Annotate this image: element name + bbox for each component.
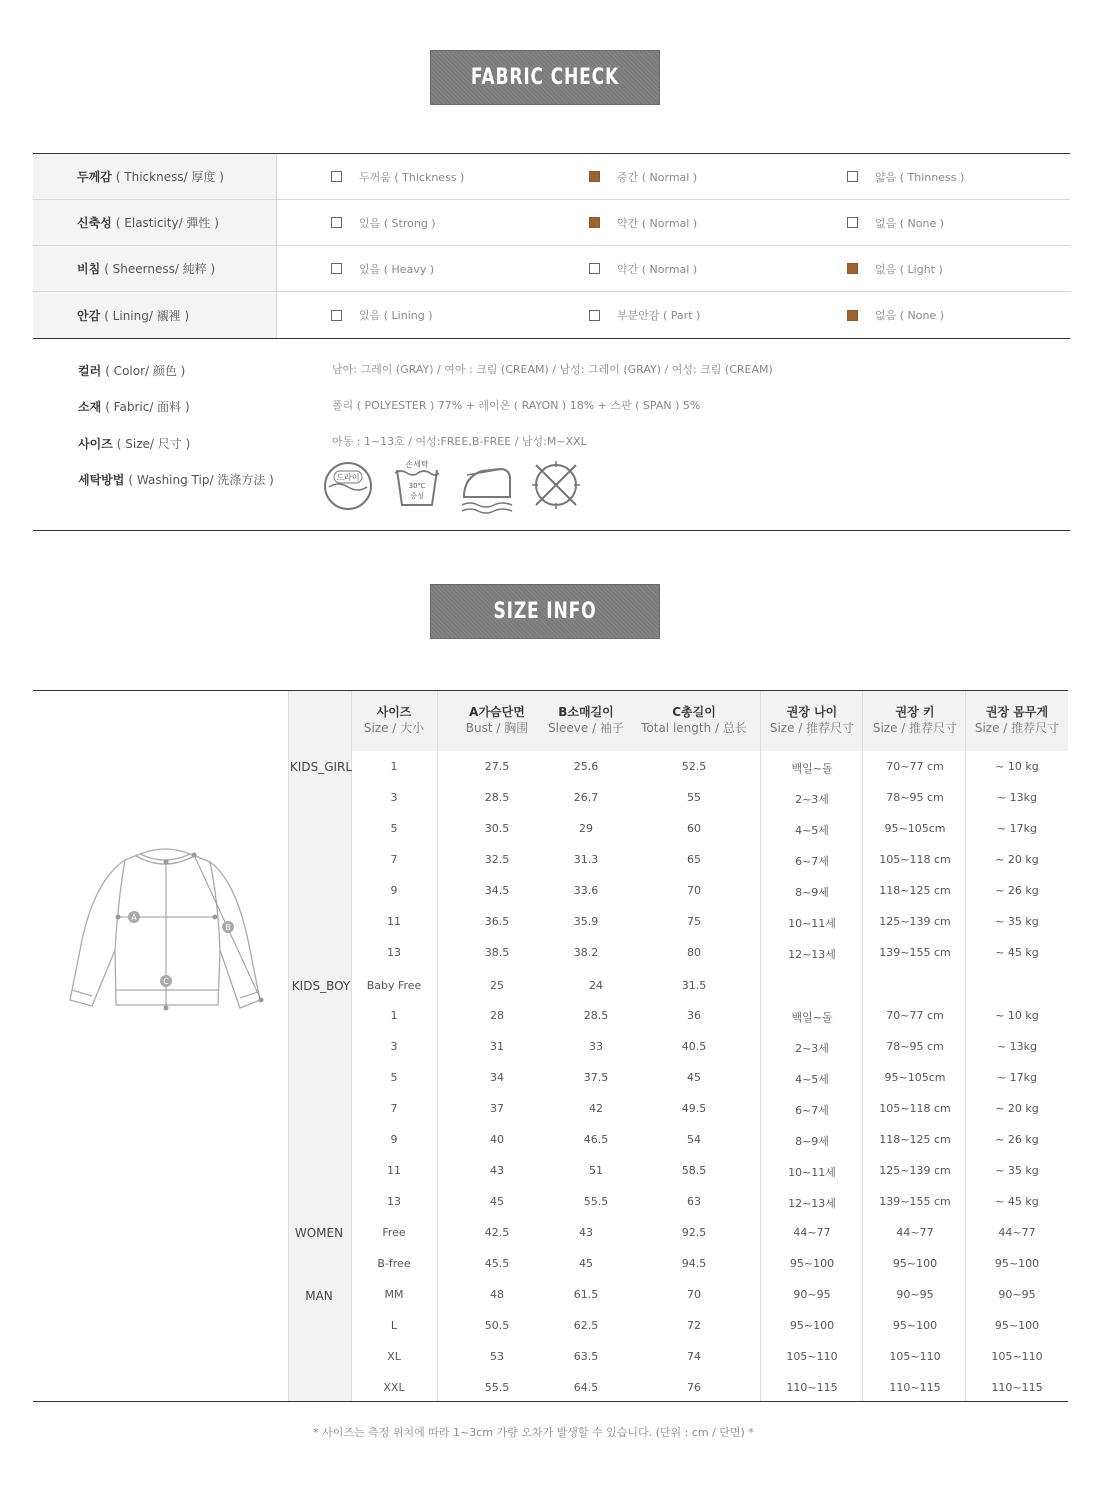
- size-info-title: SIZE INFO: [493, 599, 597, 624]
- fabric-option: 부분안감 ( Part ): [589, 292, 700, 338]
- size-cell: 55.5: [583, 1195, 609, 1208]
- size-category-label: MAN: [305, 1289, 333, 1303]
- size-table-header: C총길이 Total length / 总长: [641, 705, 747, 735]
- size-cell: 105~110: [889, 1350, 941, 1363]
- size-cell: 44~77: [998, 1226, 1036, 1239]
- dimension-b-marker: [222, 921, 234, 933]
- size-cell: ~ 17kg: [996, 822, 1038, 835]
- checkbox: [589, 310, 600, 321]
- size-cell: 6~7세: [795, 855, 829, 868]
- size-cell: 13: [387, 1195, 401, 1208]
- size-cell: 61.5: [573, 1288, 599, 1301]
- size-cell: ~ 13kg: [996, 1040, 1038, 1053]
- fabric-value: 폴리 ( POLYESTER ) 77% + 레이온 ( RAYON ) 18% + 스판 ( SPAN ) 5%: [332, 399, 701, 412]
- size-cell: 25.6: [573, 760, 599, 773]
- size-cell: ~ 10 kg: [995, 1009, 1039, 1022]
- size-table-header: B소매길이 Sleeve / 袖子: [548, 705, 624, 735]
- size-cell: B-free: [377, 1257, 411, 1270]
- size-category-label: KIDS_GIRL: [289, 760, 353, 774]
- fabric-row: [33, 200, 1070, 246]
- size-cell: 33.6: [573, 884, 599, 897]
- size-cell: ~ 10 kg: [995, 760, 1039, 773]
- size-cell: 33: [589, 1040, 603, 1053]
- size-cell: 36.5: [484, 915, 510, 928]
- size-cell: 54: [687, 1133, 701, 1146]
- size-cell: 63: [687, 1195, 701, 1208]
- size-cell: XXL: [383, 1381, 405, 1394]
- fabric-option: 있음 ( Lining ): [331, 292, 433, 338]
- size-cell: 10~11세: [788, 917, 836, 930]
- size-cell: 64.5: [573, 1381, 599, 1394]
- size-cell: MM: [384, 1288, 404, 1301]
- size-cell: 10~11세: [788, 1166, 836, 1179]
- size-cell: 50.5: [484, 1319, 510, 1332]
- fabric-row: [33, 292, 1070, 339]
- size-cell: 4~5세: [795, 1073, 829, 1086]
- fabric-option: 중간 ( Normal ): [589, 154, 697, 199]
- size-cell: 78~95 cm: [886, 791, 944, 804]
- checked-checkbox: [847, 263, 858, 274]
- size-cell: 118~125 cm: [879, 884, 951, 897]
- size-cell: 52.5: [681, 760, 707, 773]
- checkbox: [589, 263, 600, 274]
- temp-text: 30℃: [408, 482, 426, 490]
- size-cell: 70: [687, 884, 701, 897]
- dimension-a-marker: [128, 911, 140, 923]
- size-cell: Baby Free: [366, 979, 422, 992]
- size-cell: 3: [390, 1040, 398, 1053]
- size-cell: 28: [490, 1009, 504, 1022]
- dry-clean-icon: [325, 463, 371, 509]
- size-cell: 13: [387, 946, 401, 959]
- fabric-row: [33, 246, 1070, 292]
- size-cell: 1: [390, 760, 398, 773]
- fabric-option: 있음 ( Strong ): [331, 200, 436, 245]
- size-cell: ~ 35 kg: [995, 1164, 1039, 1177]
- size-cell: 125~139 cm: [879, 915, 951, 928]
- checkbox: [847, 171, 858, 182]
- size-cell: 38.2: [573, 946, 599, 959]
- size-cell: 28.5: [484, 791, 510, 804]
- size-table-bottom-border: [33, 1401, 1068, 1402]
- fabric-table: [33, 153, 1070, 339]
- size-cell: 110~115: [991, 1381, 1043, 1394]
- size-cell: 45: [490, 1195, 504, 1208]
- size-cell: 12~13세: [788, 948, 836, 961]
- size-cell: 31.3: [573, 853, 599, 866]
- size-cell: 9: [390, 884, 398, 897]
- size-cell: 95~105cm: [884, 1071, 946, 1084]
- size-cell: 105~110: [991, 1350, 1043, 1363]
- size-cell: 45: [687, 1071, 701, 1084]
- size-cell: 26.7: [573, 791, 599, 804]
- iron-icon: [462, 469, 512, 513]
- neutral-text: 중성: [410, 492, 424, 500]
- size-cell: 62.5: [573, 1319, 599, 1332]
- fabric-option: 없음 ( None ): [847, 200, 944, 245]
- size-cell: 9: [390, 1133, 398, 1146]
- size-cell: 44~77: [793, 1226, 831, 1239]
- size-cell: 139~155 cm: [879, 946, 951, 959]
- size-cell: 7: [390, 1102, 398, 1115]
- size-cell: 37: [490, 1102, 504, 1115]
- size-cell: 94.5: [681, 1257, 707, 1270]
- size-cell: 125~139 cm: [879, 1164, 951, 1177]
- size-cell: 6~7세: [795, 1104, 829, 1117]
- size-cell: 5: [390, 1071, 398, 1084]
- size-table-header: 권장 나이 Size / 推荐尺寸: [769, 705, 855, 735]
- color-label: 컬러 ( Color/ 颜色 ): [78, 364, 186, 378]
- size-cell: 34.5: [484, 884, 510, 897]
- size-cell: ~ 45 kg: [995, 946, 1039, 959]
- checkbox: [331, 310, 342, 321]
- info-divider: [33, 530, 1070, 531]
- checked-checkbox: [589, 171, 600, 182]
- size-cell: 80: [687, 946, 701, 959]
- size-cell: 70~77 cm: [886, 1009, 944, 1022]
- size-cell: 118~125 cm: [879, 1133, 951, 1146]
- checkbox: [331, 217, 342, 228]
- size-cell: 70~77 cm: [886, 760, 944, 773]
- checkbox: [847, 217, 858, 228]
- size-cell: 11: [387, 915, 401, 928]
- size-cell: 42: [589, 1102, 603, 1115]
- size-cell: 95~100: [994, 1257, 1040, 1270]
- size-category-label: WOMEN: [294, 1226, 344, 1240]
- size-cell: 63.5: [573, 1350, 599, 1363]
- size-cell: 110~115: [889, 1381, 941, 1394]
- size-cell: 48: [490, 1288, 504, 1301]
- size-cell: 37.5: [583, 1071, 609, 1084]
- size-cell: 43: [579, 1226, 593, 1239]
- size-cell: ~ 26 kg: [995, 884, 1039, 897]
- size-cell: 7: [390, 853, 398, 866]
- size-cell: 백일~돌: [791, 1011, 833, 1024]
- size-cell: 58.5: [681, 1164, 707, 1177]
- size-label: 사이즈 ( Size/ 尺寸 ): [78, 437, 191, 451]
- size-cell: 34: [490, 1071, 504, 1084]
- size-cell: 90~95: [896, 1288, 934, 1301]
- checked-checkbox: [847, 310, 858, 321]
- size-cell: 45: [579, 1257, 593, 1270]
- size-cell: 92.5: [681, 1226, 707, 1239]
- size-cell: 백일~돌: [791, 762, 833, 775]
- size-cell: 95~100: [994, 1319, 1040, 1332]
- size-cell: XL: [387, 1350, 401, 1363]
- size-cell: 105~118 cm: [879, 853, 951, 866]
- size-cell: 4~5세: [795, 824, 829, 837]
- size-cell: 5: [390, 822, 398, 835]
- size-note: * 사이즈는 측정 위치에 따라 1~3cm 가량 오차가 발생할 수 있습니다. (단위 : cm / 단면) *: [313, 1426, 754, 1439]
- fabric-option: 있음 ( Heavy ): [331, 246, 434, 291]
- size-cell: Free: [382, 1226, 406, 1239]
- size-cell: 30.5: [484, 822, 510, 835]
- size-cell: 8~9세: [795, 1135, 829, 1148]
- no-tumble-dry-icon: [532, 461, 580, 509]
- fabric-row-label: 안감 ( Lining/ 襯裡 ): [33, 292, 277, 338]
- size-cell: ~ 20 kg: [995, 1102, 1039, 1115]
- size-cell: 11: [387, 1164, 401, 1177]
- size-cell: ~ 17kg: [996, 1071, 1038, 1084]
- size-cell: ~ 45 kg: [995, 1195, 1039, 1208]
- size-cell: 29: [579, 822, 593, 835]
- size-cell: 32.5: [484, 853, 510, 866]
- size-cell: 95~100: [892, 1257, 938, 1270]
- size-cell: 78~95 cm: [886, 1040, 944, 1053]
- size-table-header: 권장 키 Size / 推荐尺寸: [872, 705, 958, 735]
- fabric-option: 약간 ( Normal ): [589, 246, 697, 291]
- size-cell: 46.5: [583, 1133, 609, 1146]
- fabric-option: 없음 ( Light ): [847, 246, 943, 291]
- size-cell: 31.5: [681, 979, 707, 992]
- size-cell: ~ 13kg: [996, 791, 1038, 804]
- checked-checkbox: [589, 217, 600, 228]
- size-cell: 76: [687, 1381, 701, 1394]
- svg-text:C: C: [163, 977, 169, 986]
- fabric-row-label: 비침 ( Sheerness/ 純粹 ): [33, 246, 277, 291]
- size-cell: 1: [390, 1009, 398, 1022]
- size-cell: 24: [589, 979, 603, 992]
- size-cell: 43: [490, 1164, 504, 1177]
- fabric-check-banner: [430, 50, 660, 105]
- size-cell: 2~3세: [795, 1042, 829, 1055]
- size-cell: 35.9: [573, 915, 599, 928]
- checkbox: [331, 263, 342, 274]
- size-cell: 3: [390, 791, 398, 804]
- size-cell: 27.5: [484, 760, 510, 773]
- size-cell: 60: [687, 822, 701, 835]
- size-cell: 55: [687, 791, 701, 804]
- hand-wash-text: 손세탁: [405, 460, 429, 469]
- size-cell: 95~105cm: [884, 822, 946, 835]
- fabric-row: [33, 154, 1070, 200]
- size-cell: 2~3세: [795, 793, 829, 806]
- size-value: 아동 : 1~13호 / 여성:FREE,B-FREE / 남성:M~XXL: [332, 435, 587, 448]
- svg-text:A: A: [131, 913, 137, 922]
- hand-wash-icon: [395, 459, 439, 505]
- size-cell: 105~118 cm: [879, 1102, 951, 1115]
- size-cell: ~ 26 kg: [995, 1133, 1039, 1146]
- size-cell: 95~100: [789, 1319, 835, 1332]
- fabric-option: 두꺼움 ( Thickness ): [331, 154, 464, 199]
- size-cell: ~ 20 kg: [995, 853, 1039, 866]
- size-cell: L: [390, 1319, 398, 1332]
- size-cell: 110~115: [786, 1381, 838, 1394]
- size-cell: 31: [490, 1040, 504, 1053]
- size-cell: 95~100: [789, 1257, 835, 1270]
- size-cell: 45.5: [484, 1257, 510, 1270]
- size-cell: 70: [687, 1288, 701, 1301]
- fabric-option: 없음 ( None ): [847, 292, 944, 338]
- size-cell: 40.5: [681, 1040, 707, 1053]
- size-table-header: A가슴단면 Bust / 胸围: [465, 705, 529, 735]
- size-cell: 95~100: [892, 1319, 938, 1332]
- washing-icons: [322, 457, 582, 517]
- size-table-header: 사이즈 Size / 大小: [363, 705, 425, 735]
- fabric-row-label: 두께감 ( Thickness/ 厚度 ): [33, 154, 277, 199]
- size-cell: 72: [687, 1319, 701, 1332]
- size-cell: 36: [687, 1009, 701, 1022]
- dimension-c-marker: [160, 975, 172, 987]
- size-cell: 105~110: [786, 1350, 838, 1363]
- size-cell: 90~95: [793, 1288, 831, 1301]
- size-category-label: KIDS_BOY: [291, 979, 351, 993]
- fabric-row-label: 신축성 ( Elasticity/ 彈性 ): [33, 200, 277, 245]
- size-cell: 74: [687, 1350, 701, 1363]
- wash-label: 세탁방법 ( Washing Tip/ 洗涤方法 ): [78, 473, 274, 487]
- size-cell: ~ 35 kg: [995, 915, 1039, 928]
- fabric-option: 얇음 ( Thinness ): [847, 154, 964, 199]
- fabric-check-title: FABRIC CHECK: [470, 65, 620, 90]
- size-cell: 25: [490, 979, 504, 992]
- size-cell: 90~95: [998, 1288, 1036, 1301]
- size-cell: 139~155 cm: [879, 1195, 951, 1208]
- size-info-banner: [430, 584, 660, 639]
- color-value: 남아: 그레이 (GRAY) / 여아 : 크림 (CREAM) / 남성: 그레이 (GRAY) / 여성: 크림 (CREAM): [332, 363, 773, 376]
- svg-text:B: B: [225, 923, 231, 932]
- size-cell: 44~77: [896, 1226, 934, 1239]
- size-cell: 53: [490, 1350, 504, 1363]
- size-cell: 55.5: [484, 1381, 510, 1394]
- size-cell: 28.5: [583, 1009, 609, 1022]
- fabric-option: 약간 ( Normal ): [589, 200, 697, 245]
- fabric-label: 소재 ( Fabric/ 面料 ): [78, 400, 190, 414]
- size-cell: 75: [687, 915, 701, 928]
- garment-diagram: [60, 840, 280, 1020]
- size-cell: 49.5: [681, 1102, 707, 1115]
- size-cell: 8~9세: [795, 886, 829, 899]
- size-cell: 42.5: [484, 1226, 510, 1239]
- size-cell: 38.5: [484, 946, 510, 959]
- checkbox: [331, 171, 342, 182]
- dry-text: 드라이: [336, 473, 360, 482]
- size-cell: 40: [490, 1133, 504, 1146]
- size-table-header: 권장 몸무게 Size / 推荐尺寸: [974, 705, 1060, 735]
- size-cell: 12~13세: [788, 1197, 836, 1210]
- size-cell: 65: [687, 853, 701, 866]
- size-cell: 51: [589, 1164, 603, 1177]
